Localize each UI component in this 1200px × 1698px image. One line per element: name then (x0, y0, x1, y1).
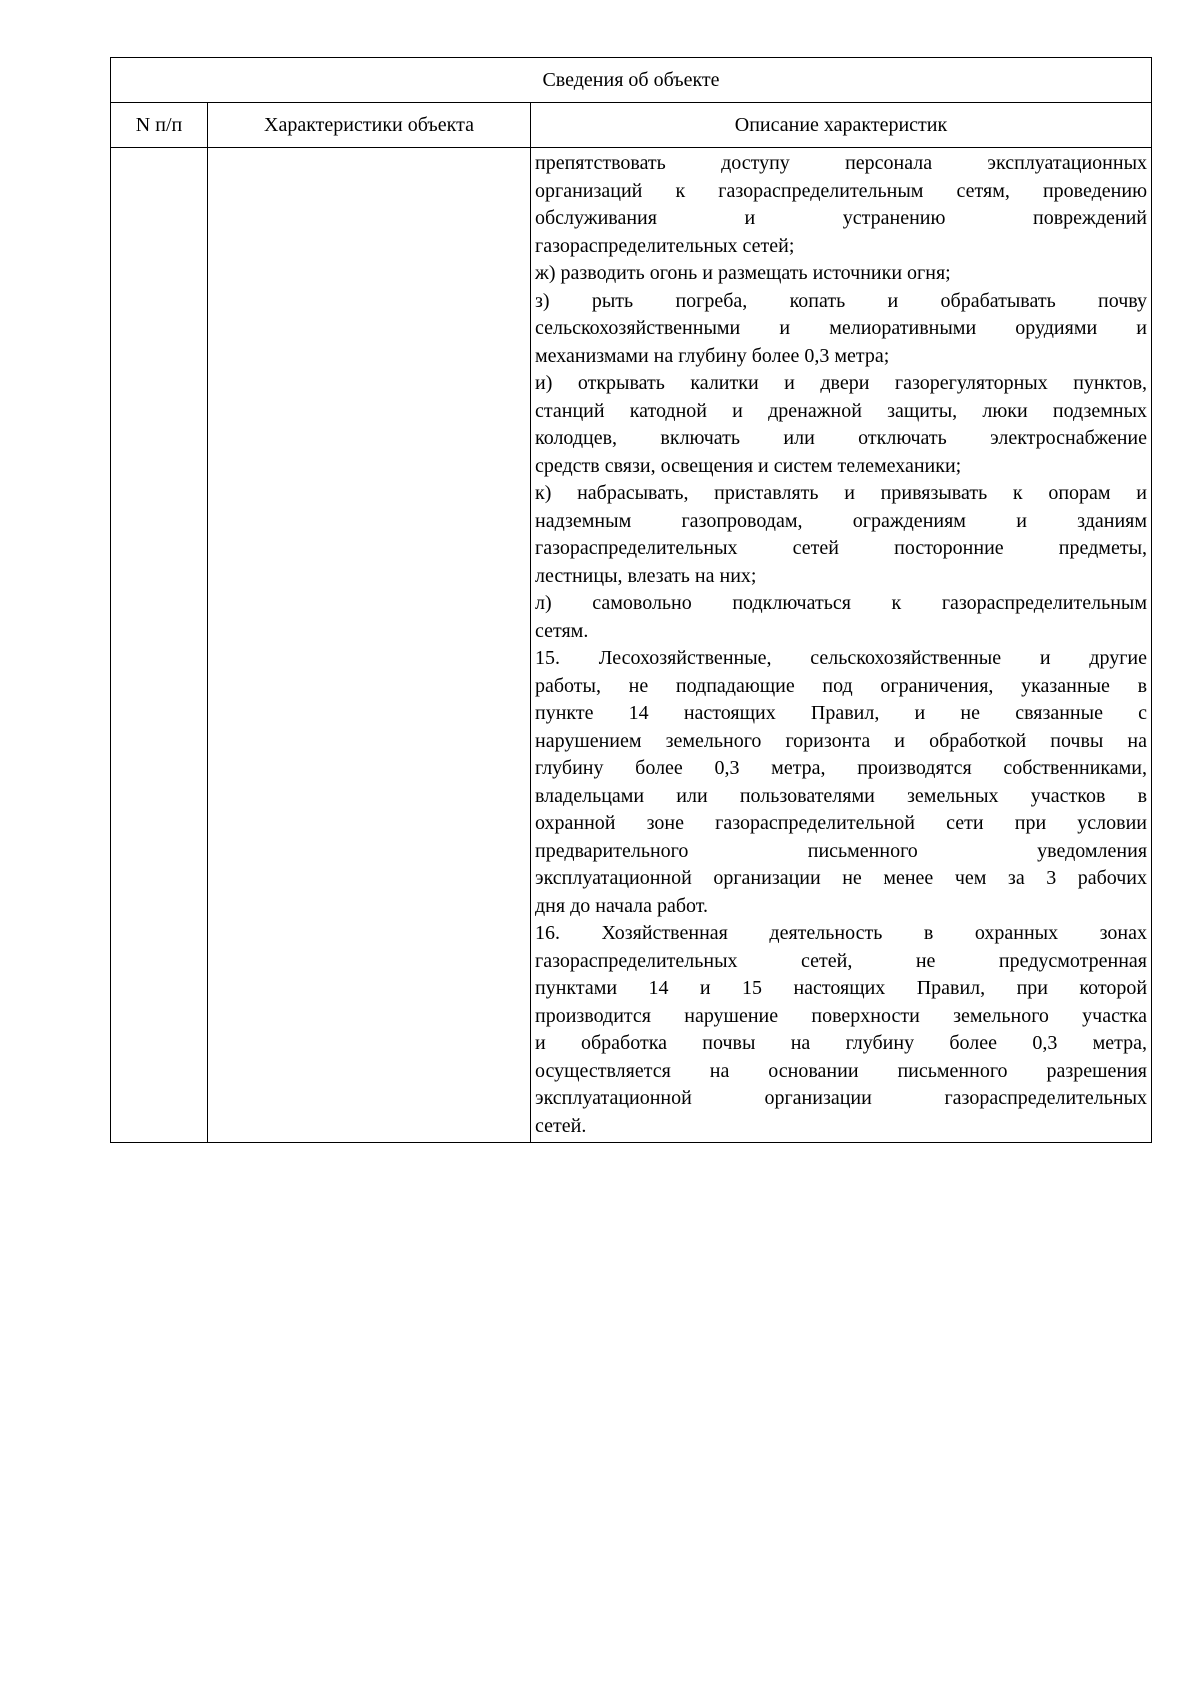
description-text (535, 150, 1147, 1140)
description-line: производится нарушение поверхности земельного участка (535, 1004, 1148, 1027)
description-line: и) открывать калитки и двери газорегуляторных пунктов, (535, 372, 1148, 394)
description-line: глубину более 0,3 метра, производятся собственниками, (535, 757, 1148, 779)
header-description: Описание характеристик (531, 103, 1152, 148)
description-line: организаций к газораспределительным сетям, проведению (535, 179, 1148, 202)
description-line: к) набрасывать, приставлять и привязывать к опорам и (535, 482, 1148, 504)
description-line: пункте 14 настоящих Правил, и не связанные с (535, 702, 1148, 724)
description-line: механизмами на глубину более 0,3 метра; (535, 344, 890, 367)
description-line: л) самовольно подключаться к газораспределительным (535, 592, 1148, 614)
table-caption: Сведения об объекте (111, 58, 1152, 103)
description-line: предварительного письменного уведомления (535, 839, 1148, 862)
description-line: и обработка почвы на глубину более 0,3 метра, (535, 1032, 1148, 1054)
table-header-row (111, 103, 1152, 148)
description-line: препятствовать доступу персонала эксплуатационных (535, 152, 1148, 174)
description-line: надземным газопроводам, ограждениям и зданиям (535, 509, 1148, 532)
header-number: N п/п (111, 103, 208, 148)
cell-number (111, 148, 208, 1143)
description-line: станций катодной и дренажной защиты, люки подземных (535, 399, 1148, 422)
description-line: эксплуатационной организации не менее чем за 3 рабочих (535, 867, 1148, 889)
description-line: средств связи, освещения и систем телемеханики; (535, 454, 962, 477)
description-line: владельцами или пользователями земельных участков в (535, 784, 1148, 807)
description-line: дня до начала работ. (535, 894, 709, 917)
table-row (111, 148, 1152, 1143)
cell-description (531, 148, 1152, 1143)
description-line: з) рыть погреба, копать и обрабатывать почву (535, 289, 1148, 312)
description-line: охранной зоне газораспределительной сети при условии (535, 812, 1148, 834)
description-line: работы, не подпадающие под ограничения, указанные в (535, 674, 1148, 697)
table-caption-row (111, 58, 1152, 103)
description-line: колодцев, включать или отключать электроснабжение (535, 427, 1148, 449)
description-line: 15. Лесохозяйственные, сельскохозяйственные и другие (535, 647, 1148, 669)
description-line: эксплуатационной организации газораспределительных (535, 1087, 1148, 1109)
description-line: лестницы, влезать на них; (535, 564, 757, 587)
description-line: пунктами 14 и 15 настоящих Правил, при которой (535, 977, 1148, 999)
description-line: сетей. (535, 1114, 587, 1137)
description-line: газораспределительных сетей посторонние предметы, (535, 537, 1148, 559)
document-page (110, 57, 1151, 1143)
description-line: сельскохозяйственными и мелиоративными орудиями и (535, 317, 1148, 339)
description-line: сетям. (535, 619, 589, 642)
description-line: осуществляется на основании письменного разрешения (535, 1059, 1148, 1082)
description-line: 16. Хозяйственная деятельность в охранных зонах (535, 922, 1148, 944)
header-characteristics: Характеристики объекта (208, 103, 531, 148)
description-line: обслуживания и устранению повреждений (535, 207, 1148, 229)
description-line: газораспределительных сетей; (535, 234, 795, 257)
cell-characteristics (208, 148, 531, 1143)
description-line: газораспределительных сетей, не предусмотренная (535, 949, 1148, 972)
description-line: нарушением земельного горизонта и обработкой почвы на (535, 729, 1148, 752)
description-line: ж) разводить огонь и размещать источники огня; (535, 262, 951, 284)
object-info-table (110, 57, 1152, 1143)
